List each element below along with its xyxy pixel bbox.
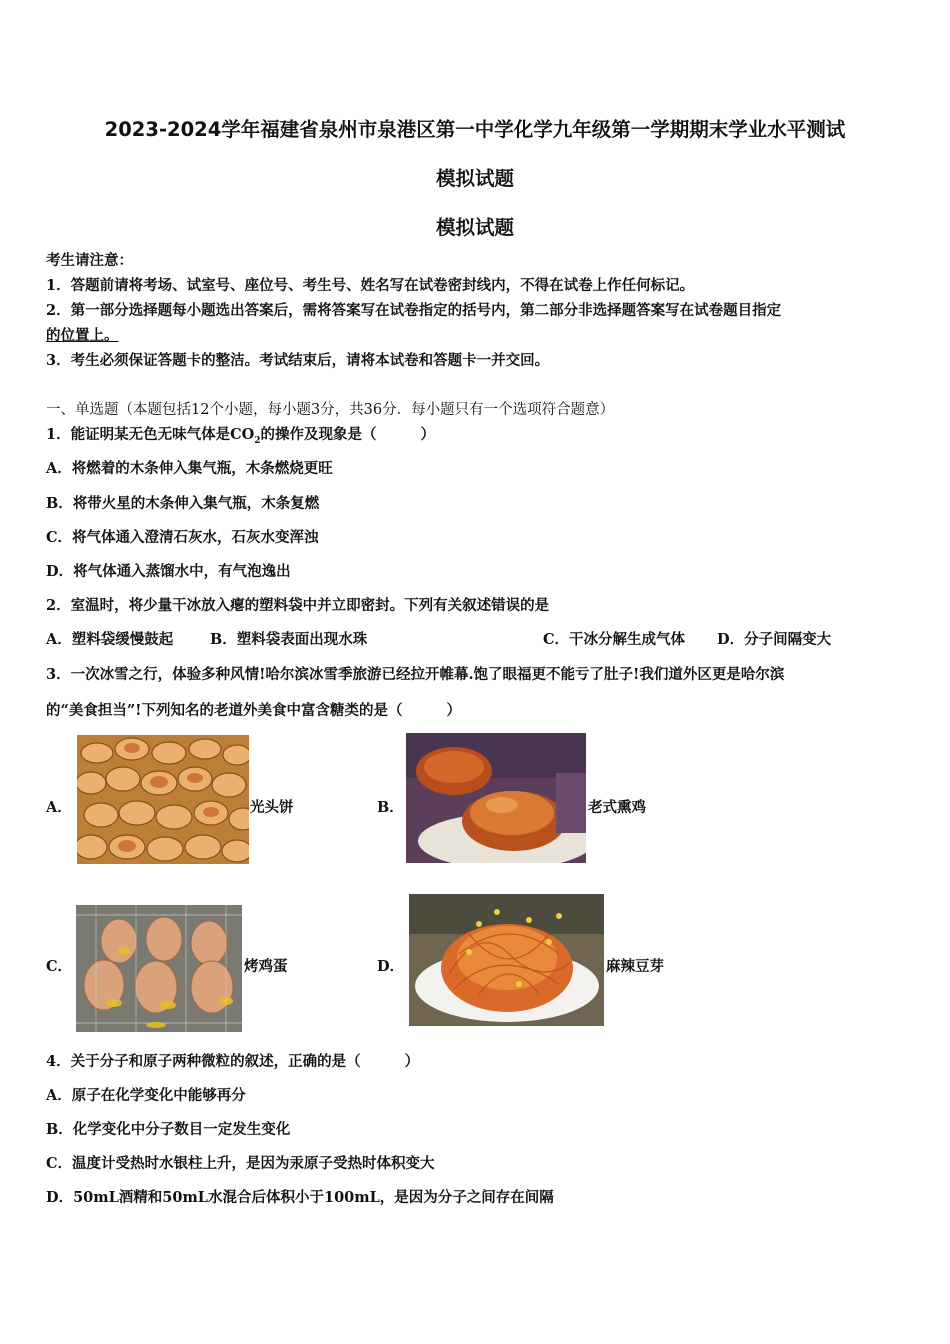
question-3-option-b-letter: B． [377, 799, 404, 816]
section-heading: 一、单选题（本题包括12个小题，每小题3分，共36分．每小题只有一个选项符合题意） [46, 402, 615, 418]
bean-sprout-photo [409, 894, 604, 1026]
notice-item-3: 3．考生必须保证答题卡的整洁。考试结束后，请将本试卷和答题卡一并交回。 [46, 352, 550, 369]
question-3-option-c-letter: C． [46, 958, 73, 975]
question-1-stem-text: 1．能证明某无色无味气体是 [46, 426, 231, 443]
question-1-option-a: A．将燃着的木条伸入集气瓶，木条燃烧更旺 [46, 460, 333, 477]
question-1-option-d: D．将气体通入蒸馏水中，有气泡逸出 [46, 563, 291, 580]
roasted-egg-photo [76, 905, 242, 1032]
question-4-stem-text: 4．关于分子和原子两种微粒的叙述，正确的是（ [46, 1053, 361, 1070]
bean-sprout-graphic [409, 894, 604, 1026]
exam-title-line2: 模拟试题 [435, 167, 514, 190]
question-3-option-d-letter: D． [377, 958, 405, 975]
biscuit-photo-graphic [77, 735, 249, 864]
notice-item-2: 2．第一部分选择题每小题选出答案后，需将答案写在试卷指定的括号内，第二部分非选择题答案写在试卷题目指定 [46, 302, 782, 319]
question-1-option-b: B．将带火星的木条伸入集气瓶，木条复燃 [46, 495, 320, 512]
question-3-option-c-label: 烤鸡蛋 [244, 958, 288, 975]
question-4-close-paren: ） [404, 1053, 420, 1070]
biscuit-photo [77, 735, 249, 864]
question-1-formula: CO [230, 426, 255, 443]
question-2-option-a: A．塑料袋缓慢鼓起 [46, 631, 174, 648]
question-3-close-paren: ） [446, 702, 462, 719]
question-3-option-a-letter: A． [46, 799, 72, 816]
question-3-stem-line1: 3．一次冰雪之行，体验多种风情!哈尔滨冰雪季旅游已经拉开帷幕.饱了眼福更不能亏了肚子!我们道外区更是哈尔滨 [46, 666, 785, 683]
question-3-option-b-label: 老式熏鸡 [588, 799, 646, 816]
question-4-option-b: B．化学变化中分子数目一定发生变化 [46, 1121, 291, 1138]
question-2-option-b: B．塑料袋表面出现水珠 [210, 631, 368, 648]
question-1-option-c: C．将气体通入澄清石灰水，石灰水变浑浊 [46, 529, 319, 546]
exam-title-line1: 2023-2024学年福建省泉州市泉港区第一中学化学九年级第一学期期末学业水平测试 [104, 118, 846, 141]
question-1-stem [46, 425, 435, 451]
question-3-option-d-label: 麻辣豆芽 [606, 958, 664, 975]
question-4-option-c: C．温度计受热时水银柱上升，是因为汞原子受热时体积变大 [46, 1155, 435, 1172]
question-1-formula-subscript: 2 [254, 435, 261, 446]
notice-heading: 考生请注意： [46, 252, 133, 269]
question-4-option-d: D．50mL酒精和50mL水混合后体积小于100mL，是因为分子之间存在间隔 [46, 1189, 554, 1206]
question-2-option-d: D．分子间隔变大 [717, 631, 832, 648]
question-1-stem-suffix: 的操作及现象是（ [260, 426, 377, 443]
smoked-chicken-graphic [406, 733, 586, 863]
question-3-option-a-label: 光头饼 [250, 799, 294, 816]
question-4-stem [46, 1052, 419, 1072]
question-4-option-a: A．原子在化学变化中能够再分 [46, 1087, 246, 1104]
question-1-close-paren: ） [420, 426, 436, 443]
notice-item-2-continued: 的位置上。 [46, 327, 119, 344]
roasted-egg-graphic [76, 905, 242, 1032]
exam-title-line3: 模拟试题 [435, 216, 514, 239]
notice-item-1: 1．答题前请将考场、试室号、座位号、考生号、姓名写在试卷密封线内，不得在试卷上作任何标记。 [46, 277, 695, 294]
smoked-chicken-photo [406, 733, 586, 863]
question-2-option-c: C．干冰分解生成气体 [543, 631, 686, 648]
question-3-stem-line2 [46, 701, 461, 721]
question-2-stem: 2．室温时，将少量干冰放入瘪的塑料袋中并立即密封。下列有关叙述错误的是 [46, 597, 550, 614]
question-3-stem-text: 的“美食担当”!下列知名的老道外美食中富含糖类的是（ [46, 702, 403, 719]
